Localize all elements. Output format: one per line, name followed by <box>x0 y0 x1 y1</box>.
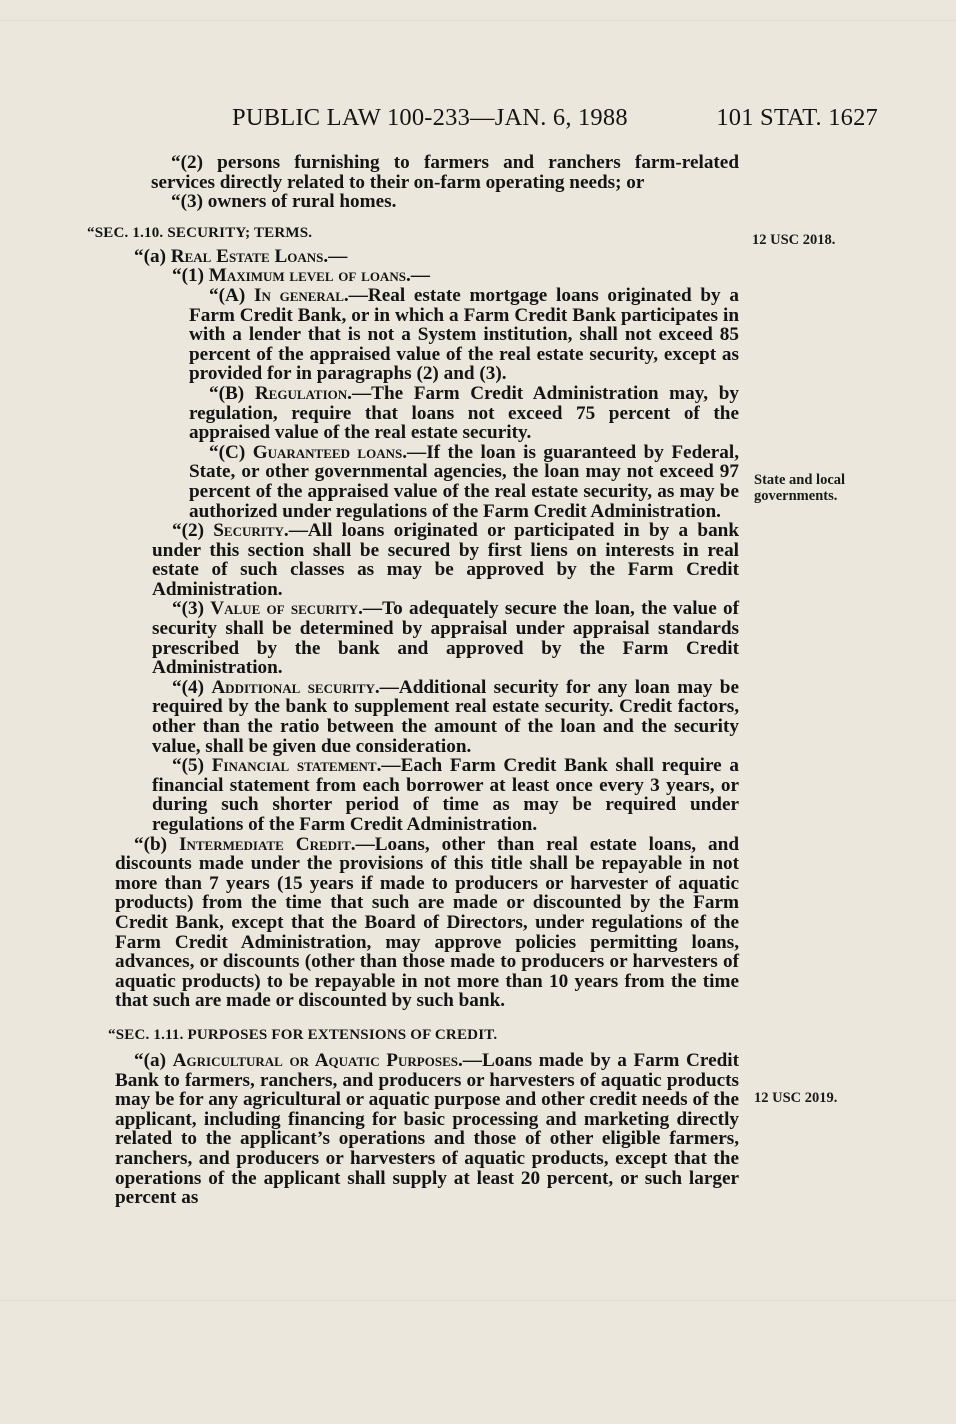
subsection-title: Real Estate Loans <box>170 245 324 267</box>
paragraph-title: Security <box>213 520 284 542</box>
paragraph-persons-furnishing: “(2) persons furnishing to farmers and ranchers farm-related services directly related to their on-farm operating needs; or <box>151 152 739 193</box>
paragraph-a4 <box>115 678 739 756</box>
subparagraph-title: In general <box>253 284 344 306</box>
subsection-text: .—Loans made by a Farm Credit Bank to farmers, ranchers, and producers or harvesters of aquatic products may be for any agricultural or aquatic purpose and other credit needs of the applicant, including financing for basic processing and marketing directly related to the applicant’s operations and those of other eligible farmers, ranchers, and producers or harvesters of aquatic products, except that the operations of the applicant shall supply at least 20 percent, or such larger percent as <box>115 1049 739 1209</box>
margin-note-usc-2018: 12 USC 2018. <box>752 232 836 248</box>
paragraph-rural-homes: “(3) owners of rural homes. <box>171 191 397 213</box>
paragraph-text: .—To adequately secure the loan, the value of security shall be determined by appraisal under appraisal standards prescribed by the bank and approved by the Farm Credit Administration. <box>152 598 739 679</box>
paragraph-a1-heading <box>115 266 739 286</box>
paragraph-prefix: “(3) <box>172 598 211 620</box>
subparagraph-title: Guaranteed loans <box>252 441 403 463</box>
statute-body <box>87 152 740 1209</box>
subsection-prefix: “(a) <box>134 1049 173 1071</box>
subsection-title: Intermediate Credit <box>179 833 351 855</box>
subparagraph-prefix: “(B) <box>209 382 255 404</box>
scan-artifact <box>0 1300 956 1301</box>
margin-note-line: State and local <box>754 472 846 488</box>
subparagraph-a1C <box>115 443 739 521</box>
subsection-agricultural-purposes <box>115 1051 739 1208</box>
margin-note-state-local <box>754 472 845 504</box>
paragraph-text: .—Each Farm Credit Bank shall require a financial statement from each borrower at least once every 3 years, or during such shorter period of time as may be required under regulations of the Farm Credit Administration. <box>152 755 740 835</box>
header-stat-page: 101 STAT. 1627 <box>716 104 878 131</box>
subparagraph-a1B <box>115 384 739 443</box>
section-heading-1-11: “SEC. 1.11. PURPOSES FOR EXTENSIONS OF CREDIT. <box>108 1026 498 1043</box>
subparagraph-prefix: “(C) <box>209 441 253 463</box>
subsection-a-heading <box>115 247 739 267</box>
running-header <box>232 104 878 136</box>
paragraph-title: Value of security <box>210 598 359 620</box>
subparagraph-title: Regulation <box>254 382 348 404</box>
paragraph-prefix: “(2) <box>172 520 214 542</box>
paragraph-title: Maximum level of loans <box>208 265 406 287</box>
subparagraph-text: .—The Farm Credit Administration may, by regulation, require that loans not exceed 75 percent of the appraised value of the real estate security. <box>189 382 739 444</box>
section-heading-1-10: “SEC. 1.10. SECURITY; TERMS. <box>87 224 313 241</box>
subparagraph-text: .—If the loan is guaranteed by Federal, State, or other governmental agencies, the loan may not exceed 97 percent of the appraised value of the real estate security, as may be authorized under regulations of the Farm Credit Administration. <box>189 441 739 522</box>
paragraph-a5 <box>115 756 739 834</box>
subsection-title: Agricultural or Aquatic Purposes <box>172 1049 458 1071</box>
paragraph-prefix: “(5) <box>172 755 212 777</box>
header-law-citation: PUBLIC LAW 100-233—JAN. 6, 1988 <box>232 104 628 131</box>
subparagraph-a1A <box>115 286 739 384</box>
subparagraph-text: .—Real estate mortgage loans originated by a Farm Credit Bank, or in which a Farm Credit Bank participates in with a lender that is not a System institution, shall not exceed 85 percent of the appraised value of the real estate security, except as provided for in paragraphs (2) and (3). <box>189 284 739 385</box>
paragraph-prefix: “(1) <box>172 265 209 287</box>
scan-artifact <box>0 20 956 21</box>
margin-note-usc-2019: 12 USC 2019. <box>754 1090 838 1106</box>
paragraph-a2 <box>115 521 739 599</box>
paragraph-text: .—All loans originated or participated in by a bank under this section shall be secured by first liens on interests in real estate of such classes as may be approved by the Farm Credit Administration. <box>152 520 739 600</box>
paragraph-suffix: .— <box>405 265 430 287</box>
paragraph-title: Financial statement <box>211 755 377 777</box>
margin-note-line: governments. <box>754 488 838 504</box>
subsection-prefix: “(b) <box>134 833 180 855</box>
paragraph-prefix: “(4) <box>172 676 212 698</box>
paragraph-title: Additional security <box>211 676 375 698</box>
subsection-b <box>115 835 739 1011</box>
subsection-prefix: “(a) <box>134 245 171 267</box>
paragraph-text: .—Additional security for any loan may be required by the bank to supplement real estate security. Credit factors, other than the ratio between the amount of the loan and the security value, shall be given due consideration. <box>152 676 739 757</box>
subsection-suffix: .— <box>323 245 348 267</box>
subparagraph-prefix: “(A) <box>209 284 254 306</box>
subsection-text: .—Loans, other than real estate loans, and discounts made under the provisions of this title shall be repayable in not more than 7 years (15 years if made to producers or harvester of aquatic products) from the time that such are made or discounted by the Farm Credit Bank, except that the Board of Directors, under regulations of the Farm Credit Administration, may approve policies permitting loans, advances, or discounts (other than those made to producers or harvesters of aquatic products) to be repayable in not more than 10 years from the time that such are made or discounted by such bank. <box>115 833 739 1012</box>
paragraph-a3 <box>115 599 739 677</box>
